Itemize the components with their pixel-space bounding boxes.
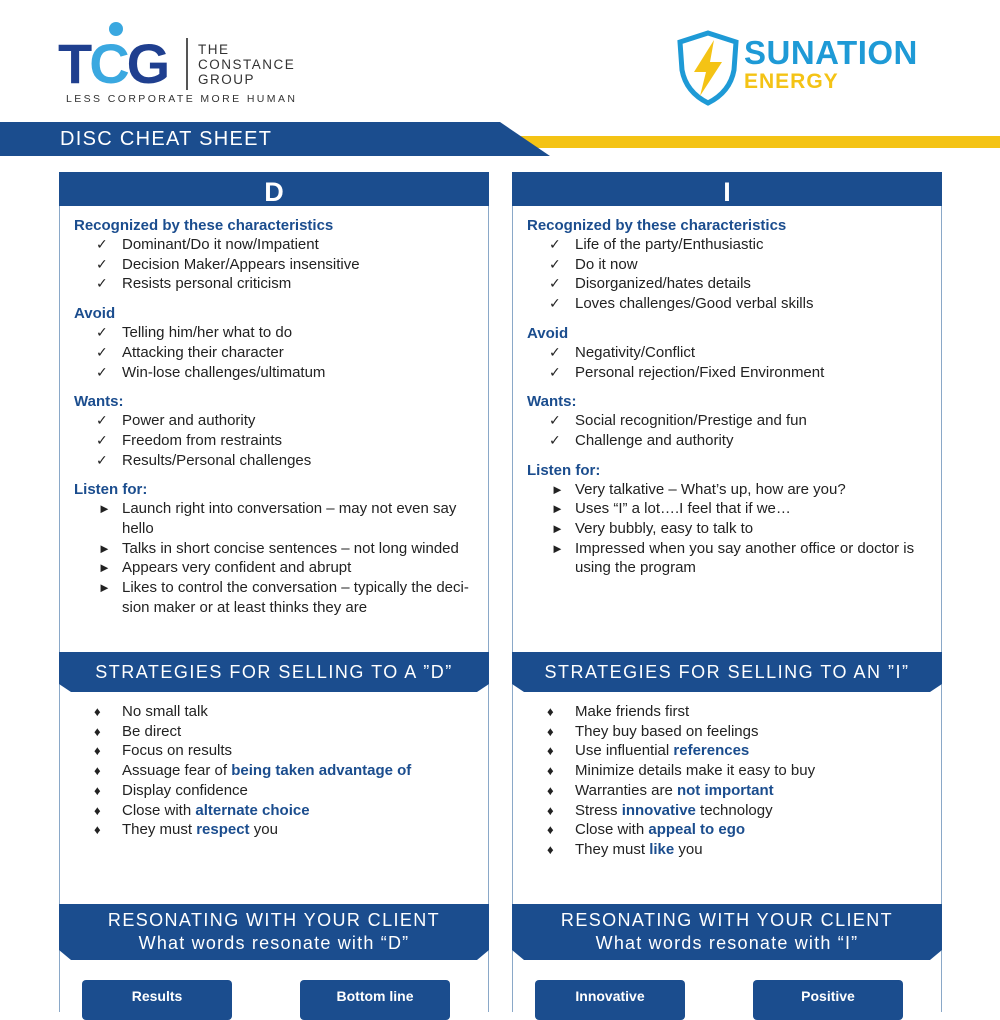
list-item: ✓ Life of the party/Enthusiastic bbox=[549, 236, 764, 253]
list-item: ✓ Resists personal criticism bbox=[96, 275, 292, 293]
section-title: Avoid bbox=[74, 305, 116, 323]
checkmark-icon: ✓ bbox=[549, 363, 561, 380]
checkmark-icon: ✓ bbox=[96, 236, 108, 252]
column-i-body bbox=[527, 216, 932, 588]
checkmark-icon: ✓ bbox=[549, 412, 561, 429]
list-item: ✓ Power and authority bbox=[96, 412, 256, 430]
section-title: Wants: bbox=[74, 393, 124, 411]
list-item: ✓ Telling him/her what to do bbox=[96, 324, 293, 342]
list-item: ♦ Close with alternate choice bbox=[94, 801, 310, 819]
list-item: ✓ Freedom from restraints bbox=[96, 431, 283, 449]
diamond-bullet-icon: ♦ bbox=[94, 743, 101, 759]
tcg-logo bbox=[58, 22, 308, 108]
list-item: ✓ Dominant/Do it now/Impatient bbox=[96, 236, 319, 253]
i-recognized-section bbox=[527, 216, 932, 314]
diamond-bullet-icon: ♦ bbox=[94, 822, 101, 838]
list-item: ♦ Use influential references bbox=[547, 742, 750, 760]
tcg-company-name: THE CONSTANCE GROUP bbox=[198, 42, 296, 87]
column-d-body bbox=[74, 216, 479, 628]
sunation-wordmark: SUNATION bbox=[744, 34, 918, 71]
checkmark-icon: ✓ bbox=[96, 431, 108, 448]
list-item: ♦ Display confidence bbox=[94, 781, 248, 799]
diamond-bullet-icon: ♦ bbox=[547, 743, 554, 759]
checkmark-icon: ✓ bbox=[549, 275, 561, 292]
i-strategies-list bbox=[527, 702, 932, 860]
d-word-bottom-line: Bottom line bbox=[300, 980, 450, 1020]
checkmark-icon: ✓ bbox=[549, 431, 561, 448]
list-item: ♦ Focus on results bbox=[94, 742, 233, 760]
checkmark-icon: ✓ bbox=[96, 412, 108, 429]
d-avoid-section bbox=[74, 304, 479, 382]
i-resonating-banner bbox=[512, 904, 942, 964]
i-listen-section bbox=[527, 461, 932, 579]
d-word-results: Results bbox=[82, 980, 232, 1020]
tcg-tagline: LESS CORPORATE MORE HUMAN bbox=[66, 93, 298, 105]
d-strategies-banner bbox=[59, 652, 489, 696]
arrow-right-icon: ► bbox=[98, 560, 111, 576]
diamond-bullet-icon: ♦ bbox=[547, 782, 554, 798]
d-recognized-section bbox=[74, 216, 479, 294]
d-wants-section bbox=[74, 392, 479, 470]
list-item: ♦ No small talk bbox=[94, 703, 208, 720]
checkmark-icon: ✓ bbox=[549, 255, 561, 272]
arrow-right-icon: ► bbox=[98, 580, 111, 596]
list-item: ✓ Disorganized/hates details bbox=[549, 275, 751, 293]
list-item: ♦ Close with appeal to ego bbox=[547, 821, 746, 839]
checkmark-icon: ✓ bbox=[96, 363, 108, 380]
column-d bbox=[59, 172, 489, 1012]
list-item: ✓ Win-lose challenges/ultimatum bbox=[96, 363, 326, 381]
i-avoid-section bbox=[527, 324, 932, 382]
list-item: ✓ Results/Personal challenges bbox=[96, 451, 312, 469]
list-item: ✓ Do it now bbox=[549, 255, 638, 273]
i-word-innovative: Innovative bbox=[535, 980, 685, 1020]
checkmark-icon: ✓ bbox=[96, 343, 108, 360]
arrow-right-icon: ► bbox=[98, 540, 111, 556]
list-item: ✓ Personal rejection/Fixed Environment bbox=[549, 363, 825, 381]
checkmark-icon: ✓ bbox=[96, 324, 108, 341]
shield-bolt-icon bbox=[676, 30, 740, 106]
sunation-logo bbox=[676, 30, 946, 110]
list-item: ✓ Negativity/Conflict bbox=[549, 343, 696, 361]
diamond-bullet-icon: ♦ bbox=[547, 763, 554, 779]
arrow-right-icon: ► bbox=[551, 521, 564, 537]
list-item: ♦ Be direct bbox=[94, 722, 182, 740]
list-item: ♦ Stress innovative technology bbox=[547, 801, 773, 819]
list-item: ► Very bubbly, easy to talk to bbox=[551, 520, 754, 538]
list-item: ♦ Minimize details make it easy to buy bbox=[547, 762, 816, 780]
section-title: Listen for: bbox=[74, 481, 148, 499]
checkmark-icon: ✓ bbox=[549, 343, 561, 360]
arrow-right-icon: ► bbox=[551, 501, 564, 517]
list-item: ♦ Warranties are not important bbox=[547, 781, 774, 799]
i-resonating-title: RESONATING WITH YOUR CLIENT bbox=[560, 910, 894, 930]
d-resonating-banner bbox=[59, 904, 489, 964]
section-title: Listen for: bbox=[527, 461, 601, 479]
tcg-logo-mark: TCG bbox=[58, 32, 168, 95]
list-item: ► Likes to control the conversation – typically the deci-sion maker or at least thinks they are bbox=[98, 579, 469, 616]
diamond-bullet-icon: ♦ bbox=[94, 763, 101, 779]
arrow-right-icon: ► bbox=[98, 501, 111, 517]
list-item: ► Talks in short concise sentences – not long winded bbox=[98, 539, 459, 557]
list-item: ► Uses “I” a lot….I feel that if we… bbox=[551, 500, 791, 518]
arrow-right-icon: ► bbox=[551, 481, 564, 497]
list-item: ✓ Social recognition/Prestige and fun bbox=[549, 412, 807, 430]
column-d-header: D bbox=[59, 172, 489, 206]
section-title: Wants: bbox=[527, 393, 577, 411]
i-word-positive: Positive bbox=[753, 980, 903, 1020]
i-resonating-subtitle: What words resonate with “I” bbox=[595, 933, 859, 953]
tcg-logo-divider bbox=[186, 38, 188, 90]
diamond-bullet-icon: ♦ bbox=[547, 723, 554, 739]
list-item: ✓ Decision Maker/Appears insensitive bbox=[96, 255, 360, 273]
list-item: ♦ They must like you bbox=[547, 840, 703, 858]
list-item: ► Very talkative – What’s up, how are you? bbox=[551, 480, 846, 498]
arrow-right-icon: ► bbox=[551, 540, 564, 556]
checkmark-icon: ✓ bbox=[96, 451, 108, 468]
checkmark-icon: ✓ bbox=[549, 236, 561, 252]
section-title: Recognized by these characteristics bbox=[527, 217, 787, 234]
list-item: ► Impressed when you say another office or doctor is using the program bbox=[551, 539, 915, 577]
checkmark-icon: ✓ bbox=[96, 275, 108, 292]
diamond-bullet-icon: ♦ bbox=[94, 802, 101, 818]
checkmark-icon: ✓ bbox=[96, 255, 108, 272]
diamond-bullet-icon: ♦ bbox=[94, 723, 101, 739]
diamond-bullet-icon: ♦ bbox=[94, 782, 101, 798]
d-strategies-title: STRATEGIES FOR SELLING TO A ”D” bbox=[95, 662, 453, 682]
column-i-header: I bbox=[512, 172, 942, 206]
list-item: ► Appears very confident and abrupt bbox=[98, 559, 352, 577]
list-item: ♦ Assuage fear of being taken advantage of bbox=[94, 762, 412, 780]
i-strategies-title: STRATEGIES FOR SELLING TO AN ”I” bbox=[544, 662, 910, 682]
d-resonating-title: RESONATING WITH YOUR CLIENT bbox=[107, 910, 441, 930]
list-item: ► Launch right into conversation – may not even say hello bbox=[98, 500, 457, 538]
list-item: ♦ They must respect you bbox=[94, 821, 278, 839]
sunation-energy-text: ENERGY bbox=[744, 70, 839, 93]
page-title: DISC CHEAT SHEET bbox=[60, 128, 273, 150]
list-item: ♦ Make friends first bbox=[547, 703, 690, 720]
diamond-bullet-icon: ♦ bbox=[547, 822, 554, 838]
list-item: ✓ Challenge and authority bbox=[549, 431, 734, 449]
list-item: ✓ Loves challenges/Good verbal skills bbox=[549, 295, 814, 313]
i-strategies-banner bbox=[512, 652, 942, 696]
diamond-bullet-icon: ♦ bbox=[547, 841, 554, 857]
d-listen-section bbox=[74, 480, 479, 617]
d-strategies-list bbox=[74, 702, 479, 840]
checkmark-icon: ✓ bbox=[549, 295, 561, 312]
diamond-bullet-icon: ♦ bbox=[547, 704, 554, 719]
diamond-bullet-icon: ♦ bbox=[94, 704, 101, 719]
diamond-bullet-icon: ♦ bbox=[547, 802, 554, 818]
section-title: Avoid bbox=[527, 324, 569, 342]
list-item: ✓ Attacking their character bbox=[96, 343, 284, 361]
list-item: ♦ They buy based on feelings bbox=[547, 722, 759, 740]
column-i bbox=[512, 172, 942, 1012]
section-title: Recognized by these characteristics bbox=[74, 217, 334, 234]
d-resonating-subtitle: What words resonate with “D” bbox=[138, 933, 410, 953]
i-wants-section bbox=[527, 392, 932, 450]
